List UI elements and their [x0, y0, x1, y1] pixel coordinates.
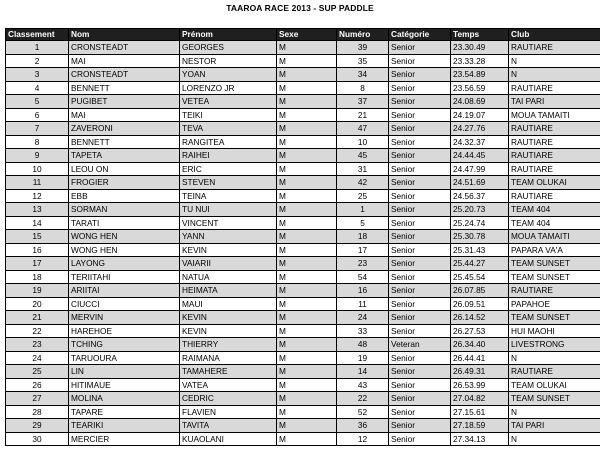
table-row — [6, 392, 600, 406]
cell-sexe: M — [277, 108, 337, 122]
cell-categorie: Veteran — [389, 338, 451, 352]
cell-numero: 31 — [337, 162, 389, 176]
cell-numero: 12 — [337, 432, 389, 446]
cell-categorie: Senior — [389, 324, 451, 338]
cell-sexe: M — [277, 243, 337, 257]
cell-numero: 14 — [337, 365, 389, 379]
cell-numero: 11 — [337, 297, 389, 311]
cell-sexe: M — [277, 81, 337, 95]
cell-prenom: LORENZO JR — [180, 81, 277, 95]
cell-classement: 20 — [6, 297, 69, 311]
cell-temps: 23.30.49 — [451, 41, 509, 55]
cell-classement: 30 — [6, 432, 69, 446]
table-row — [6, 338, 600, 352]
column-header-categorie: Catégorie — [389, 29, 451, 41]
cell-sexe: M — [277, 338, 337, 352]
cell-sexe: M — [277, 149, 337, 163]
table-header-row — [6, 29, 600, 41]
cell-numero: 21 — [337, 108, 389, 122]
cell-temps: 25.45.54 — [451, 270, 509, 284]
cell-temps: 27.34.13 — [451, 432, 509, 446]
cell-nom: TERIITAHI — [69, 270, 180, 284]
cell-numero: 5 — [337, 216, 389, 230]
cell-prenom: FLAVIEN — [180, 405, 277, 419]
cell-categorie: Senior — [389, 405, 451, 419]
cell-categorie: Senior — [389, 176, 451, 190]
cell-temps: 24.32.37 — [451, 135, 509, 149]
cell-nom: CRONSTEADT — [69, 68, 180, 82]
cell-nom: HITIMAUE — [69, 378, 180, 392]
cell-sexe: M — [277, 230, 337, 244]
cell-numero: 8 — [337, 81, 389, 95]
cell-categorie: Senior — [389, 54, 451, 68]
table-row — [6, 270, 600, 284]
cell-club: LIVESTRONG — [509, 338, 600, 352]
table-row — [6, 243, 600, 257]
table-row — [6, 351, 600, 365]
cell-prenom: KUAOLANI — [180, 432, 277, 446]
cell-categorie: Senior — [389, 297, 451, 311]
cell-nom: TAPARE — [69, 405, 180, 419]
cell-classement: 21 — [6, 311, 69, 325]
table-row — [6, 108, 600, 122]
cell-categorie: Senior — [389, 351, 451, 365]
cell-temps: 26.44.41 — [451, 351, 509, 365]
cell-prenom: ERIC — [180, 162, 277, 176]
cell-nom: BENNETT — [69, 81, 180, 95]
cell-club: N — [509, 54, 600, 68]
cell-nom: ZAVERONI — [69, 122, 180, 136]
cell-numero: 17 — [337, 243, 389, 257]
cell-club: TEAM SUNSET — [509, 392, 600, 406]
cell-prenom: TEIKI — [180, 108, 277, 122]
cell-numero: 39 — [337, 41, 389, 55]
cell-classement: 24 — [6, 351, 69, 365]
column-header-prenom: Prénom — [180, 29, 277, 41]
cell-prenom: RAIMANA — [180, 351, 277, 365]
cell-club: TAI PARI — [509, 95, 600, 109]
table-row — [6, 432, 600, 446]
cell-classement: 28 — [6, 405, 69, 419]
cell-nom: CIUCCI — [69, 297, 180, 311]
cell-numero: 37 — [337, 95, 389, 109]
cell-sexe: M — [277, 54, 337, 68]
cell-categorie: Senior — [389, 149, 451, 163]
cell-club: TEAM OLUKAI — [509, 378, 600, 392]
cell-club: MOUA TAMAITI — [509, 230, 600, 244]
cell-categorie: Senior — [389, 257, 451, 271]
cell-sexe: M — [277, 95, 337, 109]
cell-nom: TARATI — [69, 216, 180, 230]
cell-prenom: VINCENT — [180, 216, 277, 230]
cell-club: TEAM 404 — [509, 203, 600, 217]
column-header-club: Club — [509, 29, 600, 41]
cell-club: PAPAHOE — [509, 297, 600, 311]
table-row — [6, 378, 600, 392]
cell-temps: 26.49.31 — [451, 365, 509, 379]
cell-prenom: GEORGES — [180, 41, 277, 55]
cell-numero: 36 — [337, 419, 389, 433]
cell-nom: EBB — [69, 189, 180, 203]
cell-prenom: HEIMATA — [180, 284, 277, 298]
table-row — [6, 54, 600, 68]
cell-club: RAUTIARE — [509, 122, 600, 136]
cell-numero: 42 — [337, 176, 389, 190]
cell-nom: LIN — [69, 365, 180, 379]
cell-club: PAPARA VA'A — [509, 243, 600, 257]
cell-club: RAUTIARE — [509, 284, 600, 298]
cell-numero: 22 — [337, 392, 389, 406]
cell-sexe: M — [277, 68, 337, 82]
cell-categorie: Senior — [389, 122, 451, 136]
cell-classement: 17 — [6, 257, 69, 271]
cell-nom: MAI — [69, 54, 180, 68]
cell-categorie: Senior — [389, 230, 451, 244]
cell-categorie: Senior — [389, 216, 451, 230]
cell-temps: 26.53.99 — [451, 378, 509, 392]
cell-nom: TEARIKI — [69, 419, 180, 433]
cell-nom: TARUOURA — [69, 351, 180, 365]
table-row — [6, 95, 600, 109]
cell-classement: 14 — [6, 216, 69, 230]
cell-club: TAI PARI — [509, 419, 600, 433]
cell-prenom: VAIARII — [180, 257, 277, 271]
cell-temps: 23.33.28 — [451, 54, 509, 68]
cell-sexe: M — [277, 135, 337, 149]
cell-club: RAUTIARE — [509, 41, 600, 55]
cell-prenom: TU NUI — [180, 203, 277, 217]
cell-numero: 23 — [337, 257, 389, 271]
cell-club: N — [509, 405, 600, 419]
results-table — [5, 28, 600, 446]
cell-sexe: M — [277, 257, 337, 271]
cell-temps: 27.15.61 — [451, 405, 509, 419]
cell-classement: 5 — [6, 95, 69, 109]
cell-classement: 15 — [6, 230, 69, 244]
cell-nom: SORMAN — [69, 203, 180, 217]
cell-prenom: THIERRY — [180, 338, 277, 352]
table-row — [6, 189, 600, 203]
cell-categorie: Senior — [389, 135, 451, 149]
table-row — [6, 41, 600, 55]
cell-sexe: M — [277, 351, 337, 365]
cell-numero: 34 — [337, 68, 389, 82]
table-row — [6, 405, 600, 419]
cell-club: N — [509, 351, 600, 365]
table-row — [6, 162, 600, 176]
cell-sexe: M — [277, 432, 337, 446]
cell-club: TEAM SUNSET — [509, 311, 600, 325]
cell-sexe: M — [277, 189, 337, 203]
cell-categorie: Senior — [389, 392, 451, 406]
cell-categorie: Senior — [389, 68, 451, 82]
cell-temps: 23.56.59 — [451, 81, 509, 95]
cell-sexe: M — [277, 203, 337, 217]
cell-temps: 26.14.52 — [451, 311, 509, 325]
cell-classement: 4 — [6, 81, 69, 95]
cell-nom: PUGIBET — [69, 95, 180, 109]
cell-classement: 7 — [6, 122, 69, 136]
column-header-temps: Temps — [451, 29, 509, 41]
cell-temps: 24.56.37 — [451, 189, 509, 203]
cell-temps: 26.07.85 — [451, 284, 509, 298]
cell-prenom: TEINA — [180, 189, 277, 203]
cell-temps: 24.27.76 — [451, 122, 509, 136]
cell-nom: CRONSTEADT — [69, 41, 180, 55]
table-row — [6, 257, 600, 271]
cell-numero: 19 — [337, 351, 389, 365]
cell-prenom: RAIHEI — [180, 149, 277, 163]
cell-temps: 25.44.27 — [451, 257, 509, 271]
cell-categorie: Senior — [389, 108, 451, 122]
cell-numero: 24 — [337, 311, 389, 325]
column-header-classement: Classement — [6, 29, 69, 41]
cell-prenom: VETEA — [180, 95, 277, 109]
cell-classement: 25 — [6, 365, 69, 379]
cell-sexe: M — [277, 270, 337, 284]
cell-numero: 16 — [337, 284, 389, 298]
cell-temps: 27.18.59 — [451, 419, 509, 433]
column-header-numero: Numéro — [337, 29, 389, 41]
cell-nom: ARIITAI — [69, 284, 180, 298]
cell-sexe: M — [277, 176, 337, 190]
cell-categorie: Senior — [389, 419, 451, 433]
cell-nom: LEOU ON — [69, 162, 180, 176]
table-row — [6, 311, 600, 325]
cell-prenom: YOAN — [180, 68, 277, 82]
cell-temps: 26.27.53 — [451, 324, 509, 338]
cell-classement: 19 — [6, 284, 69, 298]
cell-club: TEAM SUNSET — [509, 270, 600, 284]
cell-numero: 43 — [337, 378, 389, 392]
cell-numero: 25 — [337, 189, 389, 203]
cell-numero: 1 — [337, 203, 389, 217]
cell-nom: WONG HEN — [69, 230, 180, 244]
cell-numero: 45 — [337, 149, 389, 163]
cell-categorie: Senior — [389, 378, 451, 392]
cell-sexe: M — [277, 122, 337, 136]
cell-categorie: Senior — [389, 311, 451, 325]
cell-club: N — [509, 68, 600, 82]
cell-club: RAUTIARE — [509, 149, 600, 163]
cell-prenom: KEVIN — [180, 311, 277, 325]
cell-club: RAUTIARE — [509, 81, 600, 95]
cell-categorie: Senior — [389, 284, 451, 298]
cell-classement: 18 — [6, 270, 69, 284]
cell-numero: 54 — [337, 270, 389, 284]
cell-club: HUI MAOHI — [509, 324, 600, 338]
cell-temps: 24.44.45 — [451, 149, 509, 163]
cell-categorie: Senior — [389, 189, 451, 203]
cell-sexe: M — [277, 392, 337, 406]
cell-temps: 24.08.69 — [451, 95, 509, 109]
cell-prenom: CEDRIC — [180, 392, 277, 406]
cell-sexe: M — [277, 297, 337, 311]
cell-prenom: VATEA — [180, 378, 277, 392]
cell-numero: 52 — [337, 405, 389, 419]
cell-prenom: KEVIN — [180, 243, 277, 257]
cell-numero: 47 — [337, 122, 389, 136]
cell-classement: 29 — [6, 419, 69, 433]
table-row — [6, 297, 600, 311]
cell-sexe: M — [277, 284, 337, 298]
cell-classement: 27 — [6, 392, 69, 406]
cell-classement: 3 — [6, 68, 69, 82]
table-row — [6, 68, 600, 82]
cell-sexe: M — [277, 216, 337, 230]
cell-temps: 25.30.78 — [451, 230, 509, 244]
cell-sexe: M — [277, 41, 337, 55]
table-row — [6, 149, 600, 163]
cell-prenom: MAUI — [180, 297, 277, 311]
cell-classement: 2 — [6, 54, 69, 68]
cell-temps: 24.19.07 — [451, 108, 509, 122]
cell-club: N — [509, 432, 600, 446]
cell-categorie: Senior — [389, 41, 451, 55]
cell-numero: 10 — [337, 135, 389, 149]
cell-nom: MAI — [69, 108, 180, 122]
cell-nom: HAREHOE — [69, 324, 180, 338]
cell-numero: 48 — [337, 338, 389, 352]
cell-temps: 25.31.43 — [451, 243, 509, 257]
cell-numero: 18 — [337, 230, 389, 244]
page-title: TAAROA RACE 2013 - SUP PADDLE — [226, 3, 374, 13]
cell-nom: MERVIN — [69, 311, 180, 325]
column-header-nom: Nom — [69, 29, 180, 41]
cell-classement: 10 — [6, 162, 69, 176]
cell-classement: 8 — [6, 135, 69, 149]
cell-prenom: TAVITA — [180, 419, 277, 433]
cell-prenom: RANGITEA — [180, 135, 277, 149]
cell-categorie: Senior — [389, 365, 451, 379]
table-row — [6, 135, 600, 149]
table-row — [6, 122, 600, 136]
cell-prenom: KEVIN — [180, 324, 277, 338]
cell-categorie: Senior — [389, 81, 451, 95]
cell-temps: 24.47.99 — [451, 162, 509, 176]
cell-temps: 26.09.51 — [451, 297, 509, 311]
cell-club: RAUTIARE — [509, 189, 600, 203]
cell-prenom: STEVEN — [180, 176, 277, 190]
table-row — [6, 419, 600, 433]
cell-categorie: Senior — [389, 270, 451, 284]
cell-sexe: M — [277, 378, 337, 392]
cell-prenom: NESTOR — [180, 54, 277, 68]
cell-temps: 25.20.73 — [451, 203, 509, 217]
cell-classement: 23 — [6, 338, 69, 352]
cell-categorie: Senior — [389, 95, 451, 109]
cell-classement: 1 — [6, 41, 69, 55]
column-header-sexe: Sexe — [277, 29, 337, 41]
cell-classement: 11 — [6, 176, 69, 190]
cell-club: TEAM SUNSET — [509, 257, 600, 271]
cell-classement: 26 — [6, 378, 69, 392]
cell-nom: MERCIER — [69, 432, 180, 446]
cell-categorie: Senior — [389, 203, 451, 217]
cell-prenom: NATUA — [180, 270, 277, 284]
cell-nom: LAYONG — [69, 257, 180, 271]
table-row — [6, 284, 600, 298]
cell-nom: TAPETA — [69, 149, 180, 163]
table-row — [6, 324, 600, 338]
table-row — [6, 365, 600, 379]
cell-classement: 16 — [6, 243, 69, 257]
cell-temps: 23.54.89 — [451, 68, 509, 82]
cell-categorie: Senior — [389, 162, 451, 176]
table-row — [6, 81, 600, 95]
cell-sexe: M — [277, 405, 337, 419]
cell-club: TEAM OLUKAI — [509, 176, 600, 190]
cell-club: RAUTIARE — [509, 162, 600, 176]
cell-nom: BENNETT — [69, 135, 180, 149]
cell-club: RAUTIARE — [509, 365, 600, 379]
cell-sexe: M — [277, 419, 337, 433]
cell-categorie: Senior — [389, 432, 451, 446]
cell-sexe: M — [277, 311, 337, 325]
cell-sexe: M — [277, 365, 337, 379]
cell-classement: 13 — [6, 203, 69, 217]
cell-temps: 24.51.69 — [451, 176, 509, 190]
cell-nom: TCHING — [69, 338, 180, 352]
cell-prenom: YANN — [180, 230, 277, 244]
cell-numero: 35 — [337, 54, 389, 68]
cell-classement: 12 — [6, 189, 69, 203]
cell-categorie: Senior — [389, 243, 451, 257]
table-row — [6, 230, 600, 244]
cell-numero: 33 — [337, 324, 389, 338]
table-row — [6, 203, 600, 217]
cell-club: MOUA TAMAITI — [509, 108, 600, 122]
cell-sexe: M — [277, 162, 337, 176]
cell-classement: 6 — [6, 108, 69, 122]
table-row — [6, 176, 600, 190]
cell-prenom: TAMAHERE — [180, 365, 277, 379]
cell-nom: FROGIER — [69, 176, 180, 190]
results-body — [6, 41, 600, 446]
table-row — [6, 216, 600, 230]
cell-classement: 22 — [6, 324, 69, 338]
cell-temps: 27.04.82 — [451, 392, 509, 406]
cell-prenom: TEVA — [180, 122, 277, 136]
cell-classement: 9 — [6, 149, 69, 163]
cell-nom: WONG HEN — [69, 243, 180, 257]
cell-club: TEAM 404 — [509, 216, 600, 230]
cell-sexe: M — [277, 324, 337, 338]
cell-temps: 26.34.40 — [451, 338, 509, 352]
cell-temps: 25.24.74 — [451, 216, 509, 230]
cell-club: RAUTIARE — [509, 135, 600, 149]
cell-nom: MOLINA — [69, 392, 180, 406]
